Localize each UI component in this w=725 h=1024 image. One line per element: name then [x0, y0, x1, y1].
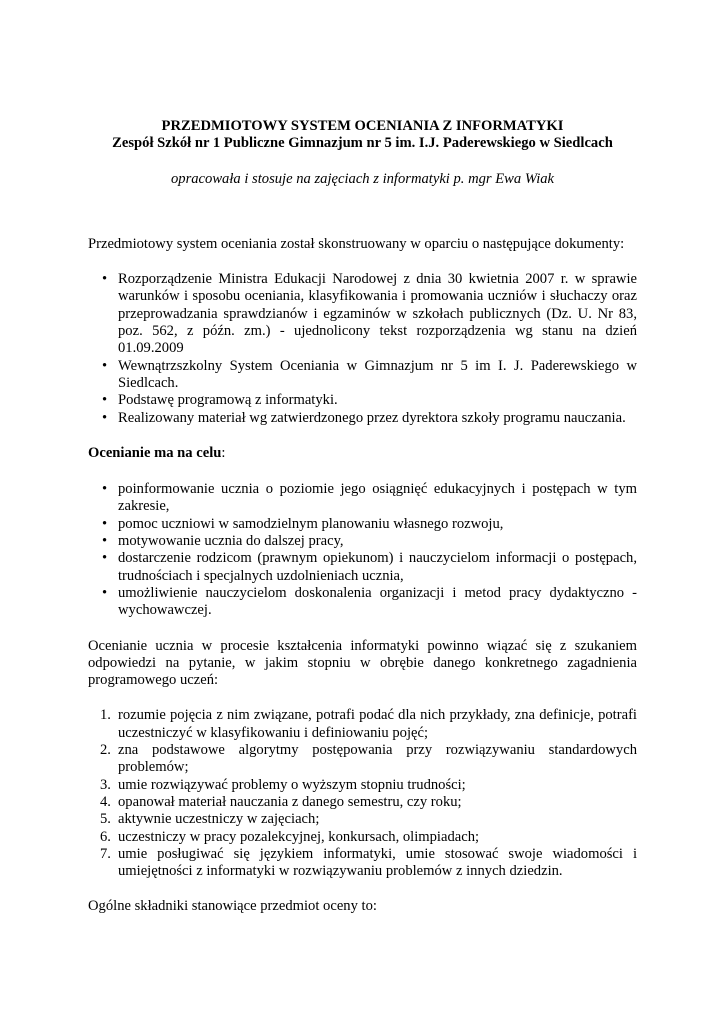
list-item-text: rozumie pojęcia z nim związane, potrafi podać dla nich przykłady, zna definicje, potrafi uczestniczyć w klasyfikowaniu i definiowaniu pojęć; [118, 707, 637, 741]
documents-list [88, 271, 637, 427]
bullet-icon: • [102, 271, 108, 288]
list-item [88, 550, 637, 585]
bullet-icon: • [102, 550, 108, 567]
list-item [88, 829, 637, 846]
list-number: 3. [100, 776, 111, 793]
list-item [88, 271, 637, 357]
list-item-text: motywowanie ucznia do dalszej pracy, [118, 533, 344, 550]
list-item [88, 777, 637, 794]
list-number: 2. [100, 742, 111, 759]
list-number: 5. [100, 811, 111, 828]
goals-heading [88, 445, 637, 462]
author-line: opracowała i stosuje na zajęciach z informatyki p. mgr Ewa Wiak [170, 170, 555, 187]
list-item [88, 794, 637, 811]
list-item-text: umożliwienie nauczycielom doskonalenia organizacji i metod pracy dydaktyczno - wychowawczej. [118, 584, 637, 619]
list-item-text: uczestniczy w pracy pozalekcyjnej, konkursach, olimpiadach; [118, 828, 480, 845]
list-item-text: pomoc uczniowi w samodzielnym planowaniu własnego rozwoju, [118, 515, 504, 532]
list-item [88, 481, 637, 516]
list-item-text: zna podstawowe algorytmy postępowania przy rozwiązywaniu standardowych problemów; [118, 742, 637, 776]
intro-paragraph: Przedmiotowy system oceniania został skonstruowany w oparciu o następujące dokumenty: [88, 235, 625, 252]
list-item [88, 392, 637, 409]
list-item [88, 585, 637, 620]
list-item-text: poinformowanie ucznia o poziomie jego osiągnięć edukacyjnych i postępach w tym zakresie, [118, 481, 637, 515]
list-item-text: dostarczenie rodzicom (prawnym opiekunom) i nauczycielom informacji o postępach, trudnościach i specjalnych uzdolnieniach ucznia, [118, 550, 637, 584]
list-item-text: umie rozwiązywać problemy o wyższym stopniu trudności; [118, 776, 466, 793]
list-number: 7. [100, 845, 111, 862]
list-item [88, 410, 637, 427]
list-item [88, 358, 637, 393]
list-number: 6. [100, 828, 111, 845]
bullet-icon: • [102, 584, 108, 601]
list-number: 4. [100, 793, 111, 810]
list-item [88, 846, 637, 881]
list-number: 1. [100, 707, 111, 724]
closing-paragraph: Ogólne składniki stanowiące przedmiot oceny to: [88, 898, 377, 915]
bullet-icon: • [102, 533, 108, 550]
goals-list [88, 481, 637, 619]
document-subtitle: Zespół Szkół nr 1 Publiczne Gimnazjum nr 5 im. I.J. Paderewskiego w Siedlcach [112, 135, 613, 152]
list-item [88, 742, 637, 777]
goals-heading-text: Ocenianie ma na celu [88, 444, 222, 461]
document-title: PRZEDMIOTOWY SYSTEM OCENIANIA Z INFORMATYKI [161, 118, 564, 134]
list-item-text: Realizowany materiał wg zatwierdzonego przez dyrektora szkoły programu nauczania. [118, 409, 626, 426]
bullet-icon: • [102, 357, 108, 374]
list-item-text: Wewnątrzszkolny System Oceniania w Gimnazjum nr 5 im I. J. Paderewskiego w Siedlcach. [118, 357, 637, 391]
list-item-text: Podstawę programową z informatyki. [118, 392, 338, 409]
assessment-intro-paragraph: Ocenianie ucznia w procesie kształcenia informatyki powinno wiązać się z szukaniem odpowiedzi na pytanie, w jakim stopniu w obrębie danego konkretnego zagadnienia programowego uczeń: [88, 637, 637, 689]
bullet-icon: • [102, 515, 108, 532]
list-item [88, 533, 637, 550]
list-item [88, 811, 637, 828]
list-item [88, 516, 637, 533]
list-item [88, 707, 637, 742]
bullet-icon: • [102, 392, 108, 409]
criteria-list [88, 707, 637, 880]
bullet-icon: • [102, 409, 108, 426]
bullet-icon: • [102, 481, 108, 498]
list-item-text: Rozporządzenie Ministra Edukacji Narodowej z dnia 30 kwietnia 2007 r. w sprawie warunków i sposobu oceniania, klasyfikowania i promowania uczniów i słuchaczy oraz przeprowadzania sprawdzianów i egzaminów w szkołach publicznych (Dz. U. Nr 83, poz. 562, z późn. zm.) - ujednolicony tekst rozporządzenia wg stanu na dzień 01.09.2009 [118, 271, 637, 357]
goals-heading-colon: : [221, 444, 226, 461]
list-item-text: opanował materiał nauczania z danego semestru, czy roku; [118, 793, 462, 810]
list-item-text: umie posługiwać się językiem informatyki, umie stosować swoje wiadomości i umiejętności z informatyki w rozwiązywaniu problemów z innych dziedzin. [118, 845, 637, 880]
list-item-text: aktywnie uczestniczy w zajęciach; [118, 811, 320, 828]
